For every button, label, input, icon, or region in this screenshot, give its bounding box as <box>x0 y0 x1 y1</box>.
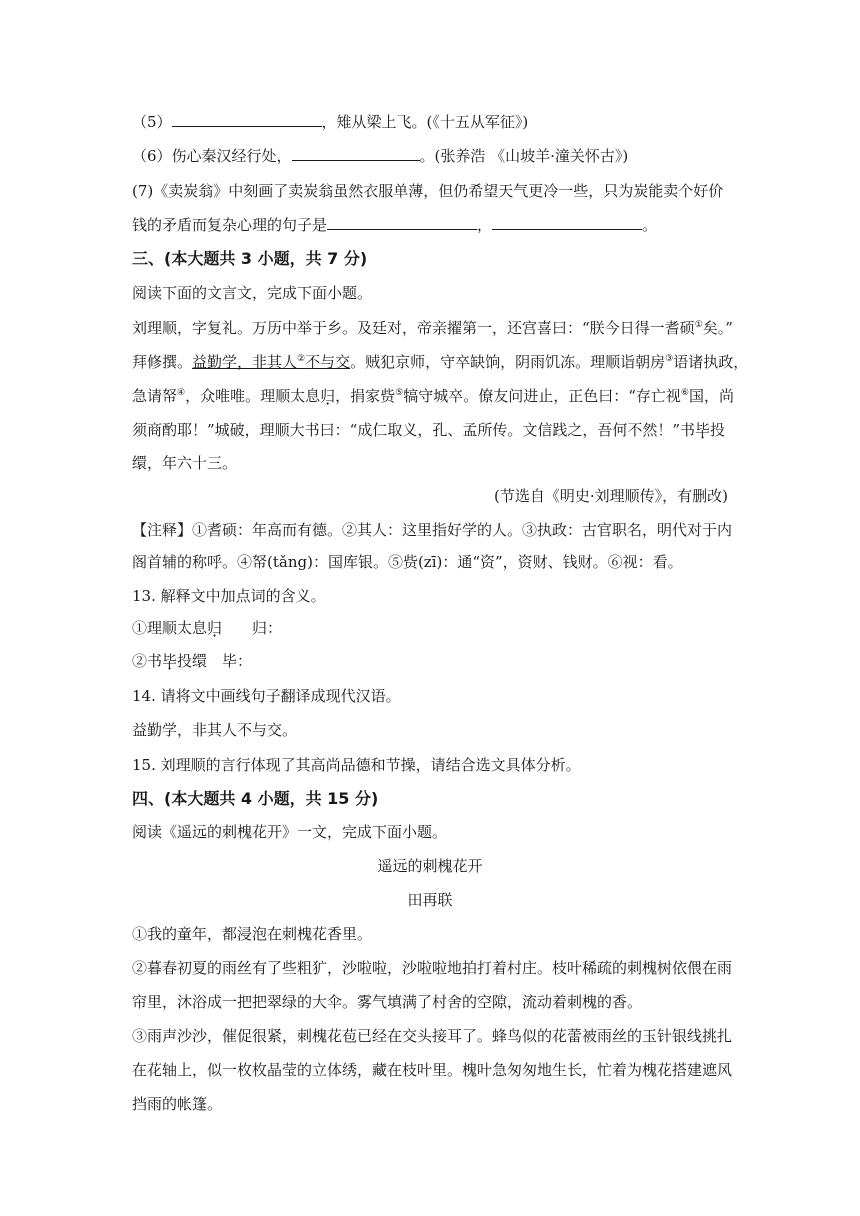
question-text: 投缳 毕： <box>177 652 253 670</box>
passage-text: ，捐家赀 <box>335 387 396 405</box>
article-paragraph-3-line-3: 挡雨的帐篷。 <box>132 1095 223 1113</box>
article-paragraph-2-line-1: ②暮春初夏的雨丝有了些粗犷，沙啦啦，沙啦啦地拍打着村庄。枝叶稀疏的刺槐树依偎在雨 <box>132 959 733 977</box>
note-marker: ⑥ <box>680 388 689 398</box>
answer-blank[interactable] <box>172 112 322 127</box>
notes-line-1: 【注释】①耆硕：年高而有德。②其人：这里指好学的人。③执政：古官职名，明代对于内 <box>132 521 733 539</box>
article-paragraph-2-line-2: 帘里，沐浴成一把把翠绿的大伞。雾气填满了村舍的空隙，流动着刺槐的香。 <box>132 993 643 1011</box>
note-marker: ③ <box>665 354 674 364</box>
question-6-source: 。(张养浩 《山坡羊·潼关怀古》) <box>419 147 629 165</box>
answer-blank[interactable] <box>492 215 642 230</box>
question-14-title: 14. 请将文中画线句子翻译成现代汉语。 <box>132 687 401 705</box>
passage-text: 益勤学，非其人 <box>192 353 298 371</box>
dotted-word: 归 <box>207 619 223 637</box>
dotted-word: 毕 <box>695 421 711 439</box>
passage-text: ，众唯唯。理顺太息 <box>185 387 321 405</box>
passage-line-3 <box>132 386 732 406</box>
note-marker: ② <box>297 354 306 364</box>
note-marker: ④ <box>177 388 186 398</box>
question-13-item-2 <box>132 651 732 671</box>
article-paragraph-3-line-2: 在花轴上，似一枚枚晶莹的立体绣，藏在枝叶里。槐叶急匆匆地生长，忙着为槐花搭建遮风 <box>132 1061 733 1079</box>
underlined-sentence <box>192 353 350 371</box>
question-14-sentence: 益勤学，非其人不与交。 <box>132 721 298 739</box>
question-5-number: （5） <box>132 113 172 131</box>
passage-text: 国，尚 <box>688 387 734 405</box>
passage-text: 刘理顺，字复礼。万历中举于乡。及廷对，帝亲擢第一，还宫喜曰：“朕今日得一耆硕 <box>132 319 695 337</box>
section-3-title: 三、(本大题共 3 小题，共 7 分) <box>132 249 368 268</box>
period: 。 <box>642 216 658 234</box>
comma: ， <box>477 216 493 234</box>
passage-text: 须商酌耶！”城破，理顺大书曰：“成仁取义，孔、孟所传。文信践之，吾何不然！”书 <box>132 421 696 439</box>
question-7-text: 钱的矛盾而复杂心理的句子是 <box>132 216 328 234</box>
section-3-intro: 阅读下面的文言文，完成下面小题。 <box>132 284 373 302</box>
dotted-word: 毕 <box>162 652 178 670</box>
question-6-line <box>132 146 732 166</box>
passage-line-1 <box>132 318 732 338</box>
section-4-title: 四、(本大题共 4 小题，共 15 分) <box>132 789 379 808</box>
answer-blank[interactable] <box>292 146 420 161</box>
notes-line-2: 阁首辅的称呼。④帑(tǎng)：国库银。⑤赀(zī)：通“资”，资财、钱财。⑥视：看。 <box>132 553 683 571</box>
passage-text: 犒守城卒。僚友问进止，正色曰：“存亡视 <box>403 387 681 405</box>
passage-text: 投 <box>710 421 726 439</box>
question-6-text: （6）伤心秦汉经行处， <box>132 147 292 165</box>
article-title: 遥远的刺槐花开 <box>377 857 483 875</box>
note-marker: ① <box>694 320 703 330</box>
question-7-line-1: (7)《卖炭翁》中刻画了卖炭翁虽然衣服单薄，但仍希望天气更冷一些，只为炭能卖个好价 <box>132 182 724 200</box>
passage-text: 急请帑 <box>132 387 178 405</box>
passage-line-5: 缳，年六十三。 <box>132 454 238 472</box>
question-5-text: ，雉从梁上飞。(《十五从军征》) <box>321 113 529 131</box>
answer-blank[interactable] <box>327 215 477 230</box>
article-paragraph-3-line-1: ③雨声沙沙，催促很紧，刺槐花苞已经在交头接耳了。蜂鸟似的花蕾被雨丝的玉针银线挑扎 <box>132 1027 733 1045</box>
question-text: ①理顺太息 <box>132 619 208 637</box>
passage-text: 不与交 <box>305 353 351 371</box>
passage-text: 矣。” <box>702 319 733 337</box>
question-text: ②书 <box>132 652 163 670</box>
passage-source: (节选自《明史·刘理顺传》，有删改) <box>494 487 728 505</box>
passage-line-2 <box>132 352 749 372</box>
article-paragraph-1: ①我的童年，都浸泡在刺槐花香里。 <box>132 925 373 943</box>
note-marker: ⑤ <box>395 388 404 398</box>
question-13-item-1 <box>132 618 732 638</box>
section-4-intro: 阅读《遥远的刺槐花开》一文，完成下面小题。 <box>132 823 448 841</box>
question-text: 归： <box>222 619 283 637</box>
passage-text: 语诸执政， <box>673 353 749 371</box>
question-5-line <box>132 112 732 132</box>
dotted-word: 归 <box>320 387 336 405</box>
question-7-line-2 <box>132 215 732 235</box>
passage-text: 拜修撰。 <box>132 353 193 371</box>
passage-line-4 <box>132 420 732 440</box>
article-author: 田再联 <box>407 891 453 909</box>
passage-text: 。贼犯京师，守卒缺饷，阴雨饥冻。理顺诣朝房 <box>350 353 666 371</box>
question-15-title: 15. 刘理顺的言行体现了其高尚品德和节操，请结合选文具体分析。 <box>132 756 581 774</box>
question-13-title: 13. 解释文中加点词的含义。 <box>132 587 326 605</box>
